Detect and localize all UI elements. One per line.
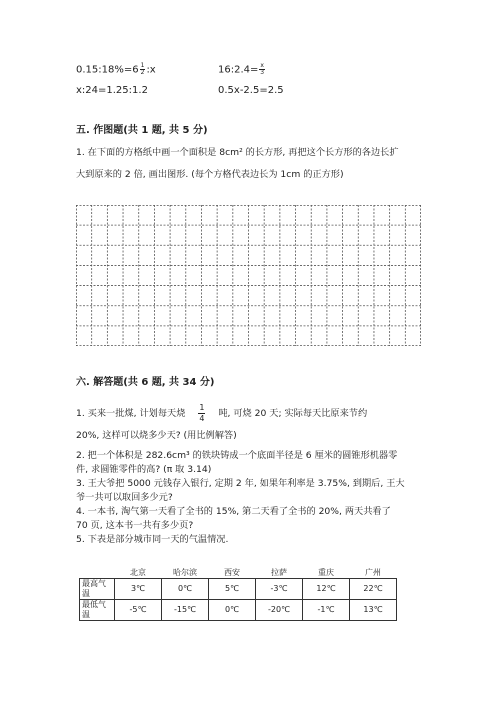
equation-1-tail: :x (146, 64, 156, 76)
section-5-q1-line1: 1. 在下面的方格纸中画一个面积是 8cm² 的长方形, 再把这个长方形的各边长扩 (76, 147, 399, 158)
fraction-x-over-3 (259, 63, 265, 76)
fraction-one-quarter (198, 403, 205, 424)
table-cell: 22℃ (350, 579, 397, 600)
city-header: 西安 (209, 567, 256, 579)
fraction-numerator: 1 (140, 62, 145, 69)
equation-1-text: 0.15:18%=6 (76, 64, 139, 76)
q1-text-pre: 1. 买来一批煤, 计划每天烧 (76, 408, 186, 419)
city-header: 广州 (350, 567, 397, 579)
table-cell: 13℃ (350, 600, 397, 621)
temperature-table (79, 567, 397, 621)
table-row (80, 579, 397, 600)
section-6-heading: 六. 解答题(共 6 题, 共 34 分) (76, 377, 215, 388)
table-cell: -5℃ (115, 600, 162, 621)
city-header: 拉萨 (256, 567, 303, 579)
equation-1 (76, 63, 156, 76)
row-label-low: 最低气温 (80, 600, 115, 621)
section-6-q3-line2: 爷一共可以取回多少元? (76, 492, 173, 503)
table-cell: 0℃ (162, 579, 209, 600)
fraction-numerator: 1 (199, 403, 205, 412)
section-6-q1-line2: 20%, 这样可以烧多少天? (用比例解答) (76, 430, 237, 441)
table-corner (80, 567, 115, 579)
fraction-numerator: x (260, 62, 264, 69)
table-cell: -20℃ (256, 600, 303, 621)
table-cell: 0℃ (209, 600, 256, 621)
section-6-q4-line1: 4. 一本书, 淘气第一天看了全书的 15%, 第二天看了全书的 20%, 两天共看了 (76, 506, 391, 517)
equation-2 (218, 63, 266, 76)
fraction-denominator: 2 (140, 69, 145, 76)
section-6-q5-line1: 5. 下表是部分城市同一天的气温情况. (76, 534, 229, 545)
equation-4: 0.5x-2.5=2.5 (218, 85, 284, 96)
table-cell: 5℃ (209, 579, 256, 600)
section-6-q1-line1 (76, 403, 367, 424)
section-6-q3-line1: 3. 王大爷把 5000 元钱存入银行, 定期 2 年, 如果年利率是 3.75%, 到期后, 王大 (76, 478, 405, 489)
table-header-row (80, 567, 397, 579)
equation-3: x:24=1.25:1.2 (76, 85, 148, 96)
equation-2-text: 16:2.4= (218, 64, 259, 76)
table-cell: -3℃ (256, 579, 303, 600)
q1-text-post: 吨, 可烧 20 天; 实际每天比原来节约 (218, 408, 368, 419)
grid-lines (76, 205, 421, 346)
city-header: 哈尔滨 (162, 567, 209, 579)
section-6-q2-line1: 2. 把一个体积是 282.6cm³ 的铁块铸成一个底面半径是 6 厘米的圆锥形机器零 (76, 450, 398, 461)
table-row (80, 600, 397, 621)
fraction-one-half (140, 63, 146, 76)
table-cell: -15℃ (162, 600, 209, 621)
fraction-denominator: 4 (199, 414, 205, 423)
section-5-q1-line2: 大到原来的 2 倍, 画出图形. (每个方格代表边长为 1cm 的正方形) (76, 169, 344, 180)
fraction-denominator: 3 (260, 69, 265, 76)
section-6-q4-line2: 70 页, 这本书一共有多少页? (76, 520, 194, 531)
section-5-heading: 五. 作图题(共 1 题, 共 5 分) (76, 125, 208, 136)
city-header: 重庆 (303, 567, 350, 579)
table-cell: 3℃ (115, 579, 162, 600)
grid-paper[interactable] (76, 205, 421, 346)
city-header: 北京 (115, 567, 162, 579)
table-cell: -1℃ (303, 600, 350, 621)
section-6-q2-line2: 件, 求圆锥零件的高? (π 取 3.14) (76, 464, 212, 475)
table-cell: 12℃ (303, 579, 350, 600)
row-label-high: 最高气温 (80, 579, 115, 600)
